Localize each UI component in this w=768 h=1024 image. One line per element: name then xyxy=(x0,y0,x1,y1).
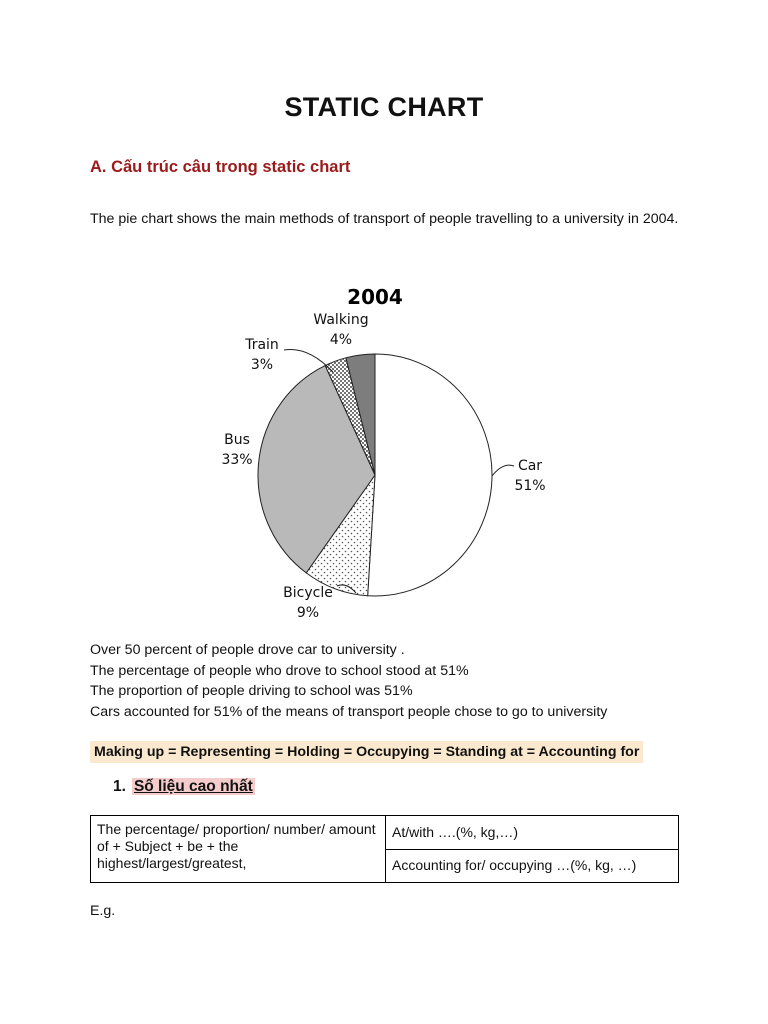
table-cell-structure: The percentage/ proportion/ number/ amount of + Subject + be + the highest/largest/greatest, xyxy=(91,816,386,883)
sentence-2: The percentage of people who drove to school stood at 51% xyxy=(90,662,469,679)
subheading-text: Số liệu cao nhất xyxy=(133,778,253,795)
sentence-1: Over 50 percent of people drove car to university . xyxy=(90,642,405,658)
subheading-highest xyxy=(113,777,255,797)
slice-label-walking: Walking xyxy=(313,312,369,328)
pie-slice-car xyxy=(368,354,492,596)
table-cell-at-with: At/with ….(%, kg,…) xyxy=(386,816,679,850)
table-cell-accounting: Accounting for/ occupying …(%, kg, …) xyxy=(386,849,679,883)
sentence-3: The proportion of people driving to school was 51% xyxy=(90,683,413,699)
leader-line-car xyxy=(492,465,514,476)
synonyms-highlight: Making up = Representing = Holding = Occupying = Standing at = Accounting for xyxy=(90,741,643,763)
slice-value-bicycle: 9% xyxy=(296,605,320,621)
slice-label-bicycle: Bicycle xyxy=(283,585,333,601)
slice-label-train: Train xyxy=(245,337,279,353)
chart-title: 2004 xyxy=(347,285,403,309)
subheading-number: 1. xyxy=(113,778,126,795)
pie-chart xyxy=(200,280,560,625)
slice-value-bus: 33% xyxy=(221,452,253,468)
sentence-4: Cars accounted for 51% of the means of transport people chose to go to university xyxy=(90,703,608,720)
slice-value-car: 51% xyxy=(514,478,546,494)
slice-value-walking: 4% xyxy=(329,332,353,348)
example-sentences xyxy=(90,640,710,722)
intro-paragraph: The pie chart shows the main methods of transport of people travelling to a university in 2004. xyxy=(90,211,679,227)
page-title: STATIC CHART xyxy=(284,92,484,122)
slice-label-bus: Bus xyxy=(224,432,250,448)
phrase-table xyxy=(90,815,679,883)
slice-value-train: 3% xyxy=(250,357,274,373)
section-heading-a: A. Cấu trúc câu trong static chart xyxy=(90,158,351,176)
slice-label-car: Car xyxy=(517,458,543,474)
eg-label: E.g. xyxy=(90,903,116,919)
